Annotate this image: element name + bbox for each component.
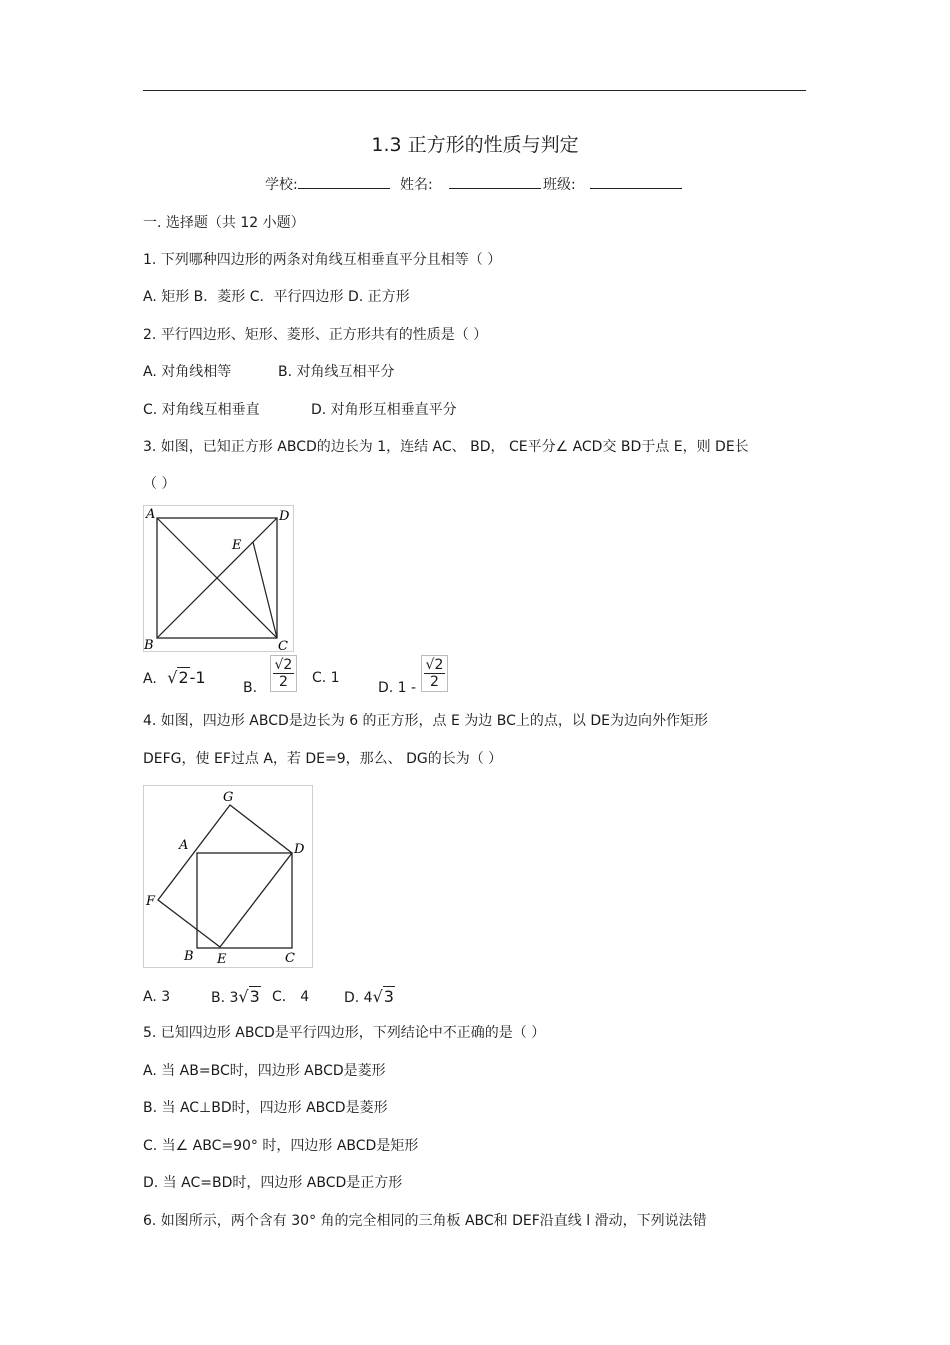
q3-option-a[interactable]: [143, 669, 206, 688]
q4-option-c[interactable]: C． 4: [272, 989, 310, 1005]
q4-figure: [143, 785, 314, 969]
q5-option-d[interactable]: D. 当 AC=BD时，四边形 ABCD是正方形: [143, 1175, 403, 1191]
q5-option-c[interactable]: C. 当∠ ABC=90° 时，四边形 ABCD是矩形: [143, 1138, 419, 1154]
q3-label-c: C: [278, 639, 288, 653]
q5-option-a[interactable]: A. 当 AB=BC时，四边形 ABCD是菱形: [143, 1063, 386, 1079]
school-field[interactable]: [265, 176, 390, 194]
class-field[interactable]: [543, 176, 682, 194]
q3-label-b: B: [144, 638, 154, 653]
q4-label-c: C: [285, 951, 295, 966]
q4-label-e: E: [217, 952, 227, 967]
q4-option-b[interactable]: [211, 988, 261, 1007]
q3-option-a-label: A.: [143, 671, 157, 687]
q2-option-d[interactable]: D. 对角形互相垂直平分: [311, 402, 457, 418]
q3-option-b-fraction: $\frac{√2}{2}$: [270, 655, 298, 692]
q4-label-b: B: [184, 949, 194, 964]
name-label: 姓名:: [400, 177, 433, 193]
q4-option-d-sqrt: √3: [372, 987, 394, 1006]
page-title: 1.3 正方形的性质与判定: [371, 134, 579, 156]
q5-stem: 5. 已知四边形 ABCD是平行四边形，下列结论中不正确的是（ ）: [143, 1025, 546, 1041]
q6-stem: 6. 如图所示，两个含有 30° 角的完全相同的三角板 ABC和 DEF沿直线 l 滑动，下列说法错: [143, 1213, 707, 1229]
q3-label-d: D: [279, 509, 290, 524]
q3-label-a: A: [146, 507, 156, 522]
q4-stem-line1: 4. 如图，四边形 ABCD是边长为 6 的正方形，点 E 为边 BC上的点，以 DE为边向外作矩形: [143, 713, 708, 729]
q2-option-c[interactable]: C. 对角线互相垂直: [143, 402, 260, 418]
q3-option-c[interactable]: C. 1: [312, 670, 340, 686]
school-label: 学校:: [265, 177, 298, 193]
section-heading: 一. 选择题（共 12 小题）: [143, 215, 305, 231]
q1-options[interactable]: A. 矩形 B．菱形 C．平行四边形 D. 正方形: [143, 289, 410, 305]
q3-paren: （ ）: [143, 476, 176, 492]
q3-option-b-label: B.: [243, 679, 258, 696]
q2-option-b[interactable]: B. 对角线互相平分: [278, 364, 395, 380]
q4-option-b-sqrt: √3: [238, 987, 260, 1006]
q3-option-d[interactable]: [378, 655, 448, 696]
q4-stem-line2: DEFG，使 EF过点 A，若 DE=9，那么、 DG的长为（ ）: [143, 751, 503, 767]
q4-option-b-label: B. 3: [211, 990, 239, 1006]
q4-label-d: D: [294, 842, 305, 857]
q3-option-d-fraction: $\frac{√2}{2}$: [421, 655, 449, 692]
name-field[interactable]: [400, 176, 541, 194]
q4-label-a: A: [179, 838, 189, 853]
q1-stem: 1. 下列哪种四边形的两条对角线互相垂直平分且相等（ ）: [143, 252, 502, 268]
q3-option-a-expr: √2-1: [167, 668, 206, 687]
q4-label-g: G: [223, 790, 234, 805]
q4-label-f: F: [146, 894, 156, 909]
q4-option-a[interactable]: A. 3: [143, 989, 171, 1005]
class-label: 班级:: [543, 177, 576, 193]
q3-option-b[interactable]: [243, 655, 297, 696]
q5-option-b[interactable]: B. 当 AC⊥BD时，四边形 ABCD是菱形: [143, 1100, 388, 1116]
q3-stem: 3. 如图，已知正方形 ABCD的边长为 1，连结 AC、 BD， CE平分∠ ACD交 BD于点 E，则 DE长: [143, 439, 749, 455]
top-rule: [143, 90, 806, 91]
q2-stem: 2. 平行四边形、矩形、菱形、正方形共有的性质是（ ）: [143, 327, 488, 343]
q3-option-d-label: D. 1 -: [378, 679, 417, 696]
q4-option-d[interactable]: [344, 988, 395, 1007]
q4-option-d-label: D. 4: [344, 990, 373, 1006]
q3-figure: [143, 505, 295, 653]
q2-option-a[interactable]: A. 对角线相等: [143, 364, 232, 380]
q3-label-e: E: [232, 538, 242, 553]
